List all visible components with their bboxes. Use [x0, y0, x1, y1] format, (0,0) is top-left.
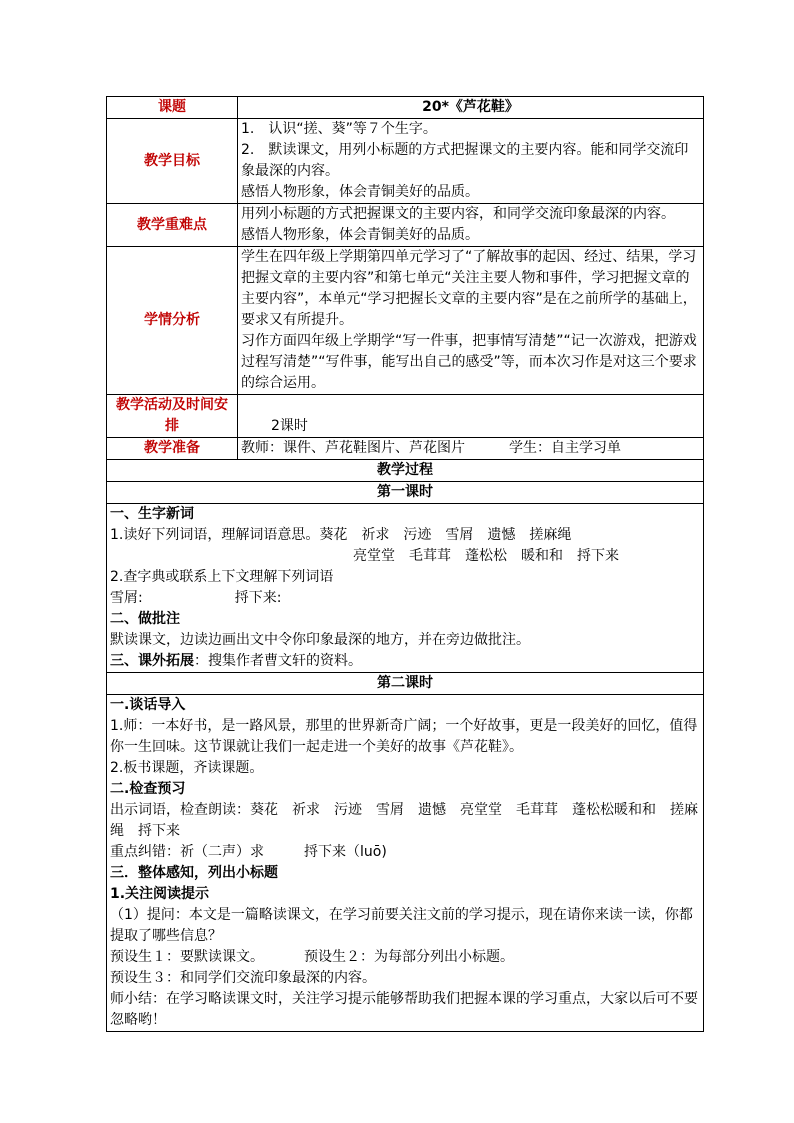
vocab-blanks — [110, 588, 700, 609]
schedule-content — [238, 395, 704, 438]
preset-2: 预设生２：为每部分列出小标题。 — [304, 949, 514, 965]
goal-item: 2. 默读课文，用列小标题的方式把握课文的主要内容。能和同学交流印象最深的内容。 — [241, 142, 689, 179]
key-points-row — [107, 204, 704, 247]
schedule-label: 教学活动及时间安排 — [107, 395, 238, 438]
lesson2-heading-row — [107, 673, 704, 695]
lesson1-heading: 第一课时 — [107, 482, 704, 504]
goals-label: 教学目标 — [107, 119, 238, 204]
analysis-content — [238, 247, 704, 395]
subsection-title: 1.关注阅读提示 — [110, 886, 210, 902]
goals-row — [107, 119, 704, 204]
vocab-line: 亮堂堂 毛茸茸 蓬松松 暖和和 捋下来 — [353, 548, 619, 564]
intro-paragraph: 2.板书课题，齐读课题。 — [110, 760, 264, 776]
process-heading-row — [107, 460, 704, 482]
process-heading: 教学过程 — [107, 460, 704, 482]
title-label: 课题 — [107, 97, 238, 119]
goal-item: 1. 认识“搓、葵”等７个生字。 — [241, 121, 437, 137]
section-title: 一、生字新词 — [110, 506, 194, 522]
section-title: 三、课外拓展 — [110, 653, 194, 669]
intro-paragraph: 1.师：一本好书，是一路风景，那里的世界新奇广阔；一个好故事，更是一段美好的回忆，值得你一生回味。这节课就让我们一起走进一个美好的故事《芦花鞋》。 — [110, 718, 698, 755]
schedule-value: 2课时 — [271, 418, 308, 434]
word-blank: 雪屑: — [110, 590, 143, 606]
lesson-title: 20*《芦花鞋》 — [238, 97, 704, 119]
analysis-row — [107, 247, 704, 395]
extension-line — [110, 651, 700, 672]
lesson2-body-row — [107, 695, 704, 1032]
correction-a: 重点纠错：祈（二声）求 — [110, 844, 264, 860]
extension-text: ：搜集作者曹文轩的资料。 — [194, 653, 362, 669]
section-title: 一.谈话导入 — [110, 697, 186, 713]
title-row — [107, 97, 704, 119]
section-title: 三．整体感知，列出小标题 — [110, 865, 278, 881]
pronunciation-note — [110, 842, 700, 863]
key-points-content — [238, 204, 704, 247]
prep-content — [238, 438, 704, 460]
key-points-label: 教学重难点 — [107, 204, 238, 247]
lesson1-body — [107, 504, 704, 673]
preview-words: 出示词语，检查朗读：葵花 祈求 污迹 雪屑 遗憾 亮堂堂 毛茸茸 蓬松松暖和和 搓麻绳 捋下来 — [110, 802, 698, 839]
lesson-plan-table — [106, 96, 704, 1032]
correction-b: 捋下来（luō) — [304, 844, 387, 860]
question-paragraph: （1）提问：本文是一篇略读课文，在学习前要关注文前的学习提示，现在请你来读一读，你都提取了哪些信息？ — [110, 907, 693, 944]
prep-teacher: 教师：课件、芦花鞋图片、芦花图片 — [241, 440, 465, 456]
word-blank: 捋下来: — [234, 590, 282, 606]
key-point-item: 用列小标题的方式把握课文的主要内容，和同学交流印象最深的内容。 — [241, 206, 675, 222]
section-title: 二.检查预习 — [110, 781, 186, 797]
analysis-paragraph: 习作方面四年级上学期学“写一件事，把事情写清楚”“记一次游戏，把游戏过程写清楚”“写件事，能写出自己的感受”等，而本次习作是对这三个要求的综合运用。 — [241, 333, 697, 391]
lesson1-body-row — [107, 504, 704, 673]
lesson1-heading-row — [107, 482, 704, 504]
prep-label: 教学准备 — [107, 438, 238, 460]
section-title: 二、做批注 — [110, 611, 180, 627]
schedule-row — [107, 395, 704, 438]
lesson2-body — [107, 695, 704, 1032]
summary-paragraph: 师小结：在学习略读课文时，关注学习提示能够帮助我们把握本课的学习重点，大家以后可不要忽略哟！ — [110, 991, 698, 1028]
annotation-task: 默读课文，边读边画出文中令你印象最深的地方，并在旁边做批注。 — [110, 632, 530, 648]
vocab-line: 1.读好下列词语，理解词语意思。葵花 祈求 污迹 雪屑 遗憾 搓麻绳 — [110, 527, 572, 543]
preset-answers — [110, 947, 700, 968]
prep-row — [107, 438, 704, 460]
preset-3: 预设生３：和同学们交流印象最深的内容。 — [110, 970, 376, 986]
key-point-item: 感悟人物形象，体会青铜美好的品质。 — [241, 227, 479, 243]
analysis-label: 学情分析 — [107, 247, 238, 395]
analysis-paragraph: 学生在四年级上学期第四单元学习了“了解故事的起因、经过、结果，学习把握文章的主要内容”和第七单元“关注主要人物和事件，学习把握文章的主要内容”，本单元“学习把握长文章的主要内容”是在之前所学的基础上，要求又有所提升。 — [241, 249, 697, 328]
vocab-instruction: 2.查字典或联系上下文理解下列词语 — [110, 569, 334, 585]
lesson2-heading: 第二课时 — [107, 673, 704, 695]
goal-item: 感悟人物形象，体会青铜美好的品质。 — [241, 184, 479, 200]
preset-1: 预设生１：要默读课文。 — [110, 949, 264, 965]
prep-student: 学生：自主学习单 — [509, 440, 621, 456]
goals-content — [238, 119, 704, 204]
